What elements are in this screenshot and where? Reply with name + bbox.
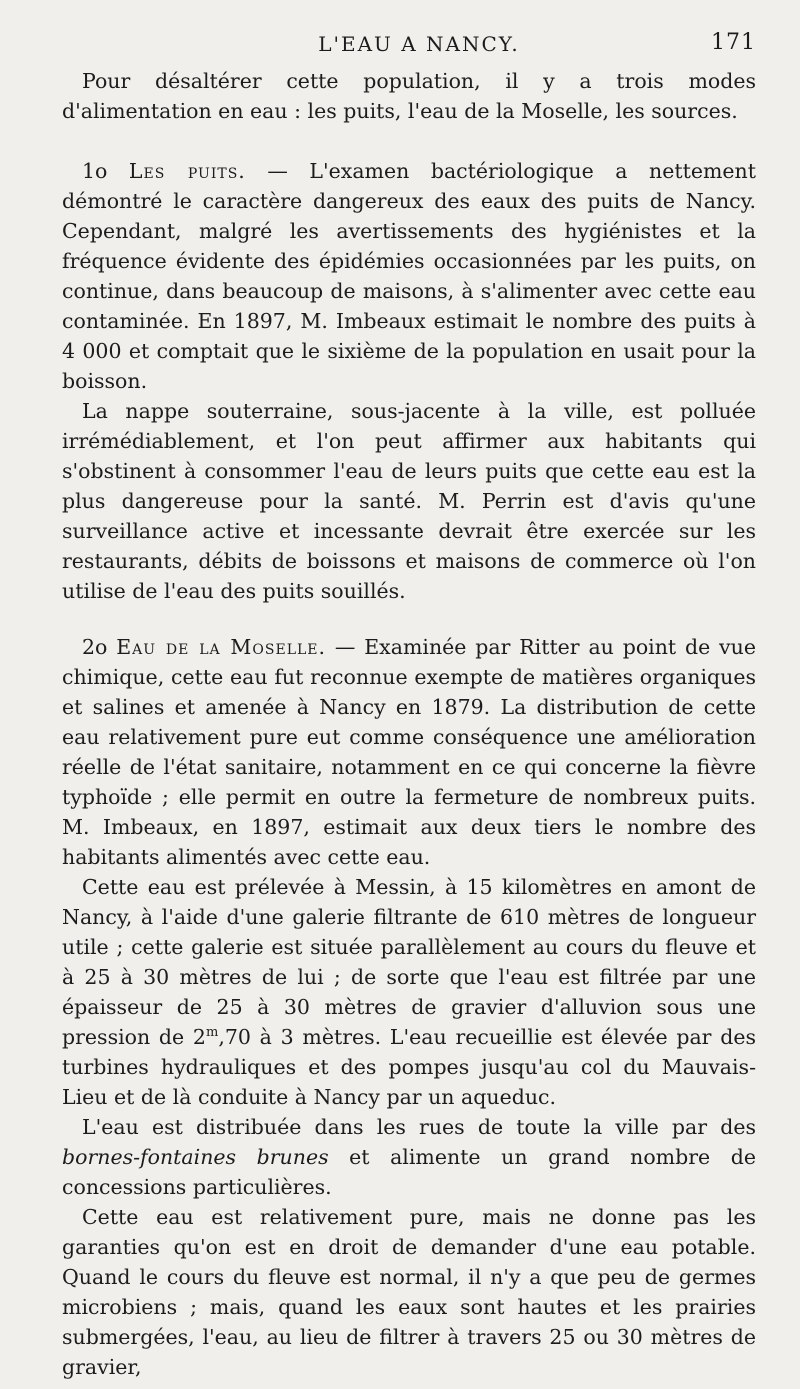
section-heading-puits: Les puits. <box>128 159 246 183</box>
running-title: L'EAU A NANCY. <box>318 32 520 56</box>
messin-superscript: m <box>205 1025 219 1041</box>
spacer <box>62 606 756 632</box>
body-text <box>62 66 756 1382</box>
spacer <box>62 126 756 156</box>
section-number: 2o <box>82 635 108 659</box>
messin-text-1: Cette eau est prélevée à Messin, à 15 kilomètres en amont de Nancy, à l'aide d'une galerie filtrante de 610 mètres de longueur utile ; cette galerie est située parallèlement au cours du fleuve et à 25 à 30 mètres de lui ; de sorte que l'eau est filtrée par une épaisseur de 25 à 30 mètres de gravier d'alluvion sous une pression de 2 <box>62 875 756 1049</box>
bornes-text-1: L'eau est distribuée dans les rues de toute la ville par des <box>82 1115 756 1139</box>
paragraph-moselle-text: — Examinée par Ritter au point de vue chimique, cette eau fut reconnue exempte de matières organiques et salines et amenée à Nancy en 1879. La distribution de cette eau relativement pure eut comme conséquence une amélioration réelle de l'état sanitaire, notamment en ce qui concerne la fièvre typhoïde ; elle permit en outre la fermeture de nombreux puits. M. Imbeaux, en 1897, estimait aux deux tiers le nombre des habitants alimentés avec cette eau. <box>62 635 756 869</box>
paragraph-garanties: Cette eau est relativement pure, mais ne donne pas les garanties qu'on est en droit de demander d'une eau potable. Quand le cours du fleuve est normal, il n'y a que peu de germes microbiens ; mais, quand les eaux sont hautes et les prairies submergées, l'eau, au lieu de filtrer à travers 25 ou 30 mètres de gravier, <box>62 1205 756 1379</box>
messin-text-2: ,70 à 3 mètres. L'eau recueillie est élevée par des turbines hydrauliques et des pompes jusqu'au col du Mauvais-Lieu et de là conduite à Nancy par un aqueduc. <box>62 1025 756 1109</box>
paragraph-puits-text: — L'examen bactériologique a nettement démontré le caractère dangereux des eaux des puits de Nancy. Cependant, malgré les avertissements des hygiénistes et la fréquence évidente des épidémies occasionnées par les puits, on continue, dans beaucoup de maisons, à s'alimenter avec cette eau contaminée. En 1897, M. Imbeaux estimait le nombre des puits à 4 000 et comptait que le sixième de la population en usait pour la boisson. <box>62 159 756 393</box>
paragraph-nappe: La nappe souterraine, sous-jacente à la ville, est polluée irrémédiablement, et l'on peut affirmer aux habitants qui s'obstinent à consommer l'eau de leurs puits que cette eau est la plus dangereuse pour la santé. M. Perrin est d'avis qu'une surveillance active et incessante devrait être exercée sur les restaurants, débits de boissons et maisons de commerce où l'on utilise de l'eau des puits souillés. <box>62 399 756 603</box>
paragraph-intro: Pour désaltérer cette population, il y a trois modes d'alimentation en eau : les puits, l'eau de la Moselle, les sources. <box>62 69 756 123</box>
paragraph-puits <box>62 156 756 396</box>
bornes-text-2: et alimente un grand nombre de concessions particulières. <box>62 1145 756 1199</box>
section-number: 1o <box>82 159 108 183</box>
bornes-italic: bornes-fontaines brunes <box>62 1145 329 1169</box>
section-heading-moselle: Eau de la Moselle. <box>116 635 327 659</box>
paragraph-bornes <box>62 1112 756 1202</box>
page-header <box>62 26 756 66</box>
paragraph-messin <box>62 872 756 1112</box>
paragraph-moselle <box>62 632 756 872</box>
page-number: 171 <box>711 30 756 55</box>
